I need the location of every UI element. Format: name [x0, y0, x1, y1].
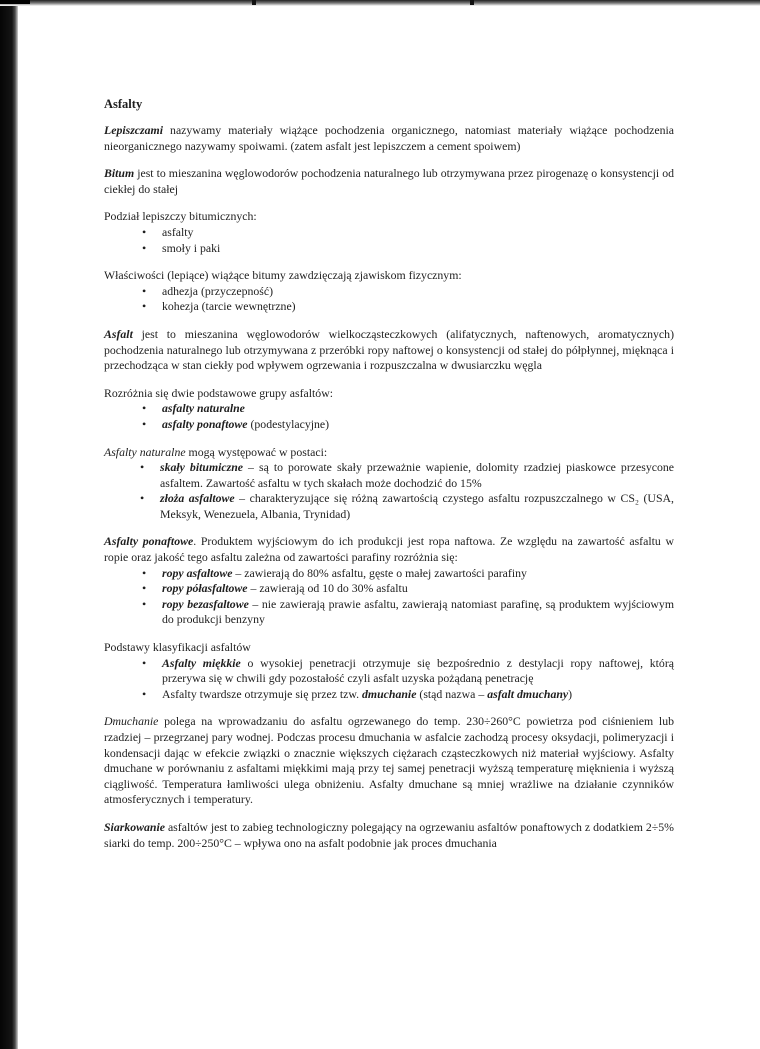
list-item-text: – nie zawierają prawie asfaltu, zawierają natomiast parafinę, są produktem wyjściowym do produkcji benzyny [162, 596, 674, 627]
paragraph-text: jest to mieszanina węglowodorów wielkocząsteczkowych (alifatycznych, naftenowych, aromatycznych) pochodzenia naturalnego lub otrzymywana z przeróbki ropy naftowej o konsystencji od stałej do półpłynnej, mięknąca i przechodząca w stan ciekły pod wpływem ogrzewania i rozpuszczalna w dwusiarczku węgla [104, 326, 674, 373]
term-asfalt-dmuchany: asfalt dmuchany [487, 686, 569, 701]
list-item [162, 656, 674, 687]
properties-lead: Właściwości (lepiące) wiążące bitumy zawdzięczają zjawiskom fizycznym: [104, 268, 462, 283]
list-item: • smoły i paki [162, 241, 674, 257]
petroleum-list [104, 566, 674, 628]
list-item [162, 581, 674, 597]
list-item-text: (stąd nazwa – [416, 686, 488, 701]
natural-list [104, 460, 674, 522]
paragraph-text: mogą występować w postaci: [185, 444, 328, 459]
term-skaly: skały bitumiczne [160, 460, 244, 475]
term-zloza: złoża asfaltowe [160, 491, 235, 506]
list-item [160, 460, 674, 491]
list-item [162, 687, 674, 703]
term-natural: Asfalty naturalne [104, 444, 186, 459]
term-asfalty-miekkie: Asfalty miękkie [162, 655, 241, 670]
list-item-text: – charakteryzujące się różną zawartością czystego asfaltu rozpuszczalnego w CS₂ (USA, Meksyk, Wenezuela, Albania, Trynidad) [160, 491, 674, 521]
groups-list [104, 401, 674, 432]
paragraph-bitum [104, 166, 674, 197]
list-item [162, 566, 674, 582]
petroleum-paragraph [104, 534, 674, 565]
list-item-text: (podestylacyjne) [247, 416, 330, 431]
scan-mark [0, 0, 30, 4]
paragraph-text: . Produktem wyjściowym do ich produkcji jest ropa naftowa. Ze względu na zawartość asfaltu w ropie oraz jakość tego asfaltu zależna od zawartości parafiny rozróżnia się: [104, 534, 674, 565]
list-item-text: – zawierają od 10 do 30% asfaltu [247, 581, 408, 596]
properties-list [104, 284, 674, 315]
term-siarkowanie: Siarkowanie [104, 819, 165, 834]
term-ropy-asfaltowe: ropy asfaltowe [162, 565, 233, 580]
term-asfalty-naturalne: asfalty naturalne [162, 401, 245, 416]
paragraph-sulfur [104, 820, 674, 851]
term-lepiszczami: Lepiszczami [104, 123, 163, 137]
paragraph-text: jest to mieszanina węglowodorów pochodzenia naturalnego lub otrzymywana przez pirogenazę o konsystencji od ciekłej do stałej [104, 166, 674, 196]
list-item [160, 491, 674, 522]
term-dmuchanie: dmuchanie [362, 686, 417, 701]
list-item-text: o wysokiej penetracji otrzymuje się bezpośrednio z destylacji ropy naftowej, którą przerywa się w chwili gdy pozostałość czyli asfalt uzyska pożądaną penetrację [162, 655, 674, 686]
document-page [104, 96, 674, 863]
page-title: Asfalty [104, 97, 143, 111]
list-item-text: Asfalty twardsze otrzymuje się przez tzw. [162, 686, 363, 701]
division-lead: Podział lepiszczy bitumicznych: [104, 209, 257, 224]
list-item [162, 401, 674, 417]
paragraph-blowing [104, 714, 674, 808]
term-petroleum: Asfalty ponaftowe [104, 534, 194, 549]
list-item [162, 597, 674, 628]
scan-mark [252, 0, 256, 5]
term-ropy-bezasfaltowe: ropy bezasfaltowe [162, 596, 249, 611]
scan-mark [470, 0, 474, 5]
paragraph-text: polega na wprowadzaniu do asfaltu ogrzewanego do temp. 230÷260°C powietrza pod ciśnieniem lub rzadziej – przegrzanej pary wodnej. Podczas procesu dmuchania w asfalcie zachodzą procesy oksydacji, polimeryzacji i kondensacji dając w efekcie związki o znacznie większych ciężarach cząsteczkowych niż materiał wyjściowy. Asfalty dmuchane w porównaniu z asfaltami miękkimi mają przy tej samej penetracji wyższą temperaturę mięknienia i wyższą ciągliwość. Temperatura łamliwości ulega obniżeniu. Asfalty dmuchane są mniej wrażliwe na działanie czynników atmosferycznych i temperatury. [104, 714, 674, 807]
term-bitum: Bitum [104, 166, 135, 181]
list-item-text: – są to porowate skały przeważnie wapienie, dolomity rzadziej piaskowce przesycone asfaltem. Zawartość asfaltu w tych skałach może dochodzić do 15% [160, 460, 674, 490]
list-item-text: – zawierają do 80% asfaltu, gęste o małej zawartości parafiny [232, 565, 527, 580]
classification-list [104, 656, 674, 703]
paragraph-asphalt [104, 327, 674, 374]
list-item: • kohezja (tarcie wewnętrzne) [162, 299, 674, 315]
term-asfalty-ponaftowe: asfalty ponaftowe [162, 416, 248, 431]
list-item [162, 417, 674, 433]
list-item: • asfalty [162, 225, 674, 241]
scan-left-edge [0, 0, 18, 1049]
paragraph-binders [104, 123, 674, 154]
natural-lead [104, 445, 674, 461]
term-asfalt: Asfalt [104, 326, 133, 341]
list-item: • adhezja (przyczepność) [162, 284, 674, 300]
classification-lead: Podstawy klasyfikacji asfaltów [104, 640, 251, 655]
paragraph-text: asfaltów jest to zabieg technologiczny polegający na ogrzewaniu asfaltów ponaftowych z dodatkiem 2÷5% siarki do temp. 200÷250°C – wpływa ono na asfalt podobnie jak proces dmuchania [104, 819, 674, 850]
term-dmuchanie-def: Dmuchanie [104, 714, 159, 729]
scan-top-edge [0, 0, 760, 6]
list-item-text: ) [568, 686, 573, 701]
division-list [104, 225, 674, 256]
term-ropy-polasfaltowe: ropy półasfaltowe [162, 581, 248, 596]
paragraph-text: nazywamy materiały wiążące pochodzenia organicznego, natomiast materiały wiążące pochodzenia nieorganicznego nazywamy spoiwami. (zatem asfalt jest lepiszczem a cement spoiwem) [104, 123, 674, 153]
groups-lead: Rozróżnia się dwie podstawowe grupy asfaltów: [104, 385, 333, 400]
